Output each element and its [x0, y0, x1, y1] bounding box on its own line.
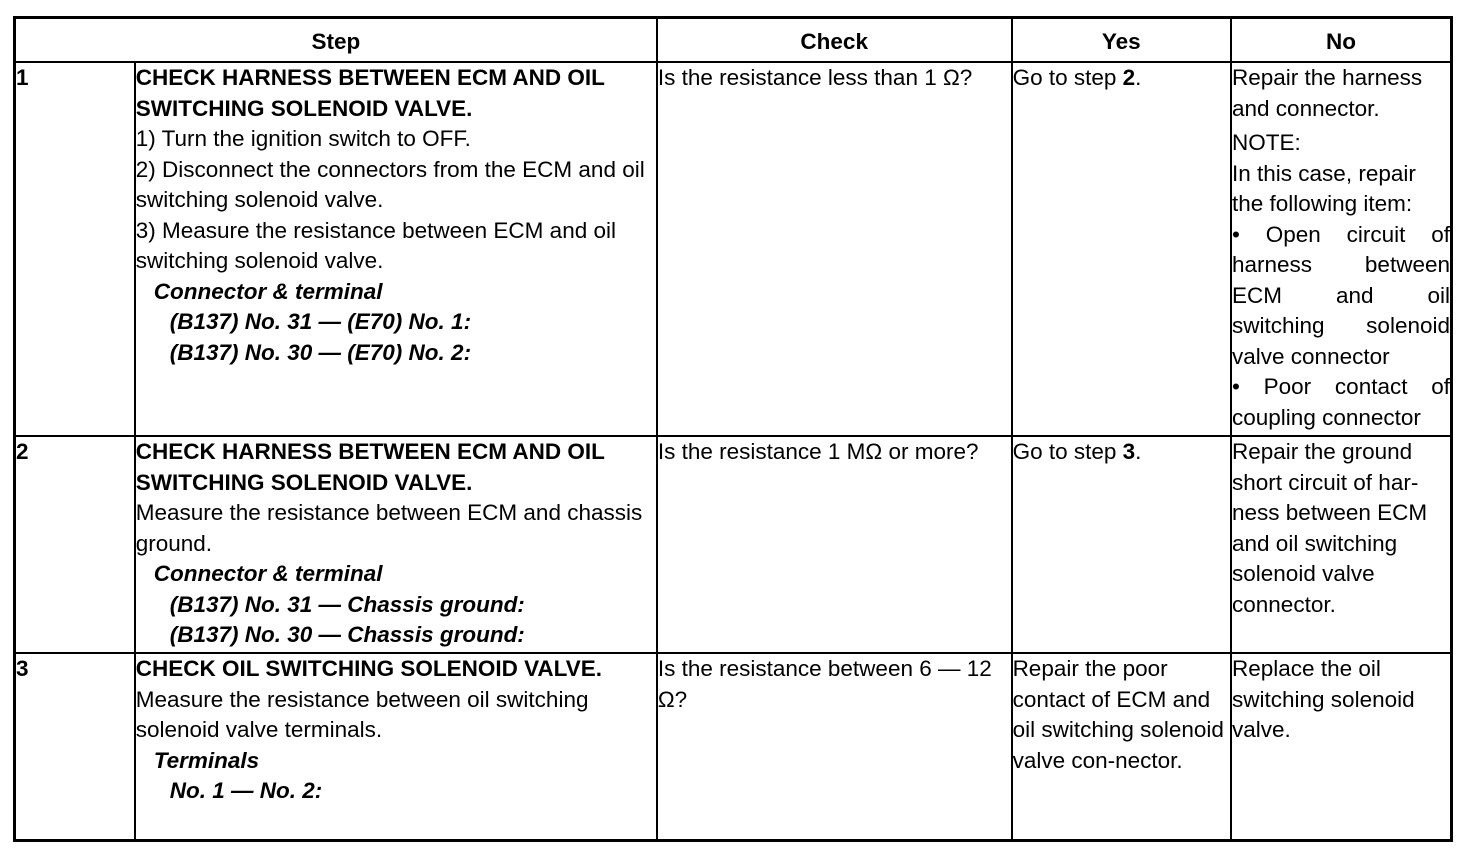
table-row [15, 653, 1452, 841]
step-heading: CHECK HARNESS BETWEEN ECM AND OIL SWITCHING SOLENOID VALVE. [135, 65, 605, 121]
terminal-spec: No. 1 — No. 2: [169, 778, 323, 803]
instruction-line: 2) Disconnect the connectors from the ECM and oil switching solenoid valve. [135, 156, 645, 212]
instruction-line: 1) Turn the ignition switch to OFF. [135, 126, 471, 151]
terminal-spec: (B137) No. 31 — (E70) No. 1: [169, 309, 472, 334]
yes-step-link: 3 [1122, 439, 1136, 464]
instruction-line: 3) Measure the resistance between ECM and oil switching solenoid valve. [135, 217, 616, 273]
header-step: Step [15, 18, 657, 63]
connector-label: Terminals [153, 747, 260, 773]
yes-suffix: . [1135, 439, 1142, 464]
instruction-line: Measure the resistance between oil switching solenoid valve terminals. [135, 686, 589, 742]
step-number: 2 [15, 436, 135, 653]
yes-prefix: Go to step [1012, 439, 1123, 464]
no-text: Repair the harness and connector. [1232, 65, 1423, 121]
terminal-spec: (B137) No. 31 — Chassis ground: [169, 591, 525, 617]
table-row [15, 436, 1452, 653]
connector-label: Connector & terminal [153, 561, 383, 586]
yes-prefix: Go to step [1012, 65, 1123, 90]
terminal-spec: (B137) No. 30 — Chassis ground: [169, 622, 525, 647]
check-question: Is the resistance less than 1 Ω? [657, 62, 1012, 436]
connector-label: Connector & terminal [153, 278, 383, 304]
header-no: No [1231, 18, 1451, 63]
no-action [1231, 62, 1451, 436]
no-action: Repair the ground short circuit of har-ness between ECM and oil switching solenoid valve connector. [1231, 436, 1451, 653]
step-number: 1 [15, 62, 135, 436]
yes-action: Repair the poor contact of ECM and oil switching solenoid valve con-nector. [1012, 653, 1231, 841]
check-question: Is the resistance between 6 — 12 Ω? [657, 653, 1012, 841]
step-description [135, 653, 657, 841]
terminal-spec: (B137) No. 30 — (E70) No. 2: [169, 339, 472, 365]
step-description [135, 436, 657, 653]
note-item: • Poor contact of coupling connector [1232, 374, 1450, 430]
yes-suffix: . [1135, 65, 1142, 90]
no-action: Replace the oil switching solenoid valve. [1231, 653, 1451, 841]
note-intro: In this case, repair the following item: [1232, 160, 1416, 216]
instruction-line: Measure the resistance between ECM and chassis ground. [135, 500, 643, 556]
yes-step-link: 2 [1122, 65, 1136, 90]
header-yes: Yes [1012, 18, 1231, 63]
step-number: 3 [15, 653, 135, 841]
yes-action [1012, 436, 1231, 653]
note-item: • Open circuit of harness between ECM and oil switching solenoid valve connector [1232, 221, 1450, 369]
step-heading: CHECK HARNESS BETWEEN ECM AND OIL SWITCHING SOLENOID VALVE. [135, 439, 605, 495]
step-heading: CHECK OIL SWITCHING SOLENOID VALVE. [135, 656, 603, 681]
table-row [15, 62, 1452, 436]
step-description [135, 62, 657, 436]
note-label: NOTE: [1232, 130, 1301, 155]
diagnosis-table [13, 16, 1453, 842]
header-check: Check [657, 18, 1012, 63]
header-row [15, 18, 1452, 63]
yes-action [1012, 62, 1231, 436]
check-question: Is the resistance 1 MΩ or more? [657, 436, 1012, 653]
